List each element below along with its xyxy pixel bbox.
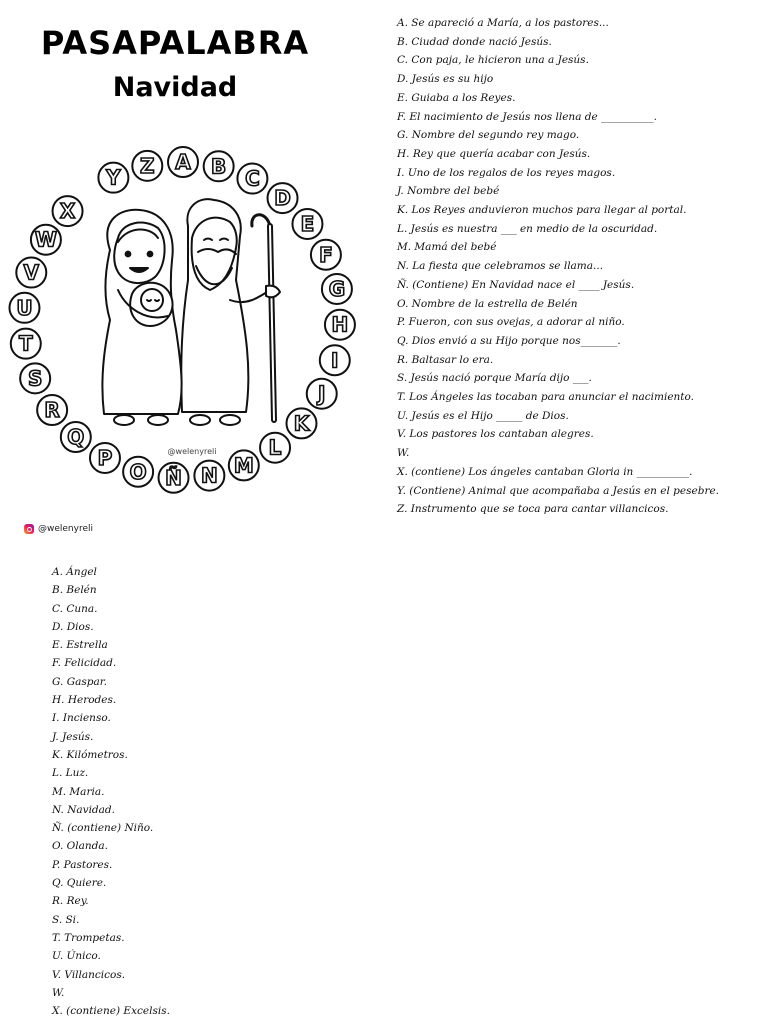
ring-letter-n bbox=[194, 461, 224, 491]
watermark-text: @welenyreli bbox=[167, 447, 217, 456]
ring-letter-j bbox=[307, 379, 337, 409]
clue-item: S. Jesús nació porque María dijo ___. bbox=[397, 372, 592, 385]
letter-glyph: V bbox=[23, 260, 40, 285]
ring-letter-l bbox=[260, 433, 290, 463]
letter-glyph: G bbox=[328, 276, 346, 301]
clue-item: O. Nombre de la estrella de Belén bbox=[397, 297, 578, 310]
letter-ring bbox=[0, 130, 360, 510]
letter-glyph: Q bbox=[67, 424, 85, 449]
ring-letter-y bbox=[98, 163, 128, 193]
clue-item: G. Nombre del segundo rey mago. bbox=[397, 129, 580, 142]
answer-item: U. Único. bbox=[52, 950, 101, 963]
ring-letter-c bbox=[237, 164, 267, 194]
instagram-handle: @welenyreli bbox=[38, 524, 94, 534]
answer-item: B. Belén bbox=[52, 584, 97, 597]
clue-item: H. Rey que quería acabar con Jesús. bbox=[397, 147, 591, 160]
letter-glyph: L bbox=[268, 435, 282, 460]
ring-letter-b bbox=[204, 151, 234, 181]
clue-item: A. Se apareció a María, a los pastores... bbox=[397, 17, 609, 29]
answer-item: C. Cuna. bbox=[52, 602, 98, 615]
ring-letter-h bbox=[325, 310, 355, 340]
answer-item: E. Estrella bbox=[52, 639, 108, 652]
clue-item: F. El nacimiento de Jesús nos llena de __________. bbox=[397, 110, 657, 123]
clue-item: P. Fueron, con sus ovejas, a adorar al niño. bbox=[397, 316, 625, 329]
letter-glyph: A bbox=[175, 150, 191, 175]
letter-glyph: I bbox=[331, 348, 339, 373]
answer-item: F. Felicidad. bbox=[52, 657, 117, 670]
answer-item: L. Luz. bbox=[52, 767, 89, 780]
letter-glyph: M bbox=[233, 453, 254, 478]
ring-letter-k bbox=[286, 408, 316, 438]
letter-glyph: D bbox=[274, 186, 291, 211]
ring-letter-t bbox=[11, 329, 41, 359]
instagram-credit bbox=[24, 522, 93, 536]
letter-glyph: B bbox=[211, 154, 227, 179]
letter-glyph: O bbox=[129, 459, 147, 484]
clue-item: Q. Dios envió a su Hijo porque nos_______. bbox=[397, 334, 621, 347]
letter-glyph: P bbox=[97, 445, 113, 470]
letter-glyph: X bbox=[59, 199, 76, 224]
ring-letter-g bbox=[322, 274, 352, 304]
clue-list bbox=[397, 14, 765, 519]
letter-glyph: T bbox=[18, 331, 33, 356]
letter-glyph: Y bbox=[106, 165, 121, 190]
answer-item: R. Rey. bbox=[52, 895, 89, 908]
answer-item: Q. Quiere. bbox=[52, 877, 107, 890]
answer-item: O. Olanda. bbox=[52, 840, 108, 853]
answer-item: T. Trompetas. bbox=[52, 931, 125, 944]
page-subtitle: Navidad bbox=[112, 72, 238, 103]
answer-item: W. bbox=[52, 986, 65, 999]
ring-letter-m bbox=[229, 450, 259, 480]
letter-glyph: W bbox=[34, 227, 57, 252]
answer-list bbox=[52, 563, 352, 1020]
clue-item: B. Ciudad donde nació Jesús. bbox=[397, 35, 552, 48]
answer-item: X. (contiene) Excelsis. bbox=[52, 1005, 170, 1018]
clue-item: Y. (Contiene) Animal que acompañaba a Jesús en el pesebre. bbox=[397, 484, 720, 497]
clue-item: X. (contiene) Los ángeles cantaban Gloria in __________. bbox=[397, 465, 693, 478]
answer-item: J. Jesús. bbox=[52, 730, 94, 743]
clue-item: V. Los pastores los cantaban alegres. bbox=[397, 428, 594, 441]
letter-glyph: U bbox=[16, 295, 33, 320]
answer-item: V. Villancicos. bbox=[52, 968, 126, 981]
letter-glyph: N bbox=[200, 463, 218, 488]
ring-letter-p bbox=[90, 443, 120, 473]
instagram-icon bbox=[24, 524, 34, 534]
letter-glyph: C bbox=[245, 166, 260, 191]
clue-item: C. Con paja, le hicieron una a Jesús. bbox=[397, 54, 589, 67]
answer-item: P. Pastores. bbox=[52, 858, 113, 871]
answer-item: D. Dios. bbox=[52, 620, 94, 633]
clue-item: D. Jesús es su hijo bbox=[397, 73, 494, 86]
clue-item: Z. Instrumento que se toca para cantar villancicos. bbox=[397, 503, 669, 516]
letter-glyph: S bbox=[27, 366, 43, 391]
answer-item: K. Kilómetros. bbox=[52, 748, 128, 761]
ring-letter-z bbox=[132, 151, 162, 181]
ring-letter-o bbox=[123, 457, 153, 487]
clue-item: L. Jesús es nuestra ___ en medio de la oscuridad. bbox=[397, 222, 658, 235]
ring-letter-s bbox=[20, 363, 50, 393]
letter-glyph: R bbox=[44, 397, 60, 422]
ring-letter-f bbox=[311, 240, 341, 270]
ring-letter-x bbox=[53, 196, 83, 226]
clue-item: W. bbox=[397, 447, 410, 460]
page-title: PASAPALABRA bbox=[40, 24, 310, 62]
answer-item: H. Herodes. bbox=[52, 694, 117, 707]
answer-item: I. Incienso. bbox=[52, 712, 111, 725]
clue-item: E. Guiaba a los Reyes. bbox=[397, 91, 516, 104]
ring-letter-w bbox=[31, 225, 61, 255]
nativity-illustration bbox=[102, 199, 280, 425]
letter-glyph: Z bbox=[140, 153, 155, 178]
answer-item: M. Maria. bbox=[52, 785, 105, 798]
letter-glyph: E bbox=[300, 211, 315, 236]
ring-letter-u bbox=[9, 293, 39, 323]
clue-item: K. Los Reyes anduvieron muchos para llegar al portal. bbox=[397, 204, 687, 217]
answer-item: Ñ. (contiene) Niño. bbox=[52, 822, 154, 835]
clue-item: M. Mamá del bebé bbox=[397, 241, 497, 254]
letter-glyph: K bbox=[293, 411, 310, 436]
letter-glyph: Ñ bbox=[165, 465, 182, 490]
answer-item: S. Si. bbox=[52, 913, 80, 926]
clue-item: U. Jesús es el Hijo _____ de Dios. bbox=[397, 409, 569, 422]
clue-item: N. La fiesta que celebramos se llama... bbox=[397, 260, 604, 273]
ring-letter-ñ bbox=[159, 463, 189, 493]
ring-letter-d bbox=[268, 183, 298, 213]
clue-item: I. Uno de los regalos de los reyes magos. bbox=[397, 166, 616, 179]
clue-item: J. Nombre del bebé bbox=[397, 185, 500, 198]
answer-item: A. Ángel bbox=[52, 566, 97, 578]
ring-letter-a bbox=[168, 147, 198, 177]
ring-letter-r bbox=[37, 395, 67, 425]
letter-glyph: J bbox=[318, 381, 326, 406]
letter-glyph: F bbox=[319, 242, 333, 267]
letter-glyph: H bbox=[331, 312, 349, 337]
ring-letter-i bbox=[320, 345, 350, 375]
ring-letter-e bbox=[292, 209, 322, 239]
clue-item: T. Los Ángeles las tocaban para anunciar el nacimiento. bbox=[397, 391, 694, 404]
answer-item: G. Gaspar. bbox=[52, 675, 107, 688]
clue-item: Ñ. (Contiene) En Navidad nace el ____ Jesús. bbox=[397, 278, 635, 291]
ring-letter-v bbox=[16, 258, 46, 288]
clue-item: R. Baltasar lo era. bbox=[397, 353, 494, 366]
ring-letter-q bbox=[61, 422, 91, 452]
answer-item: N. Navidad. bbox=[52, 803, 115, 816]
